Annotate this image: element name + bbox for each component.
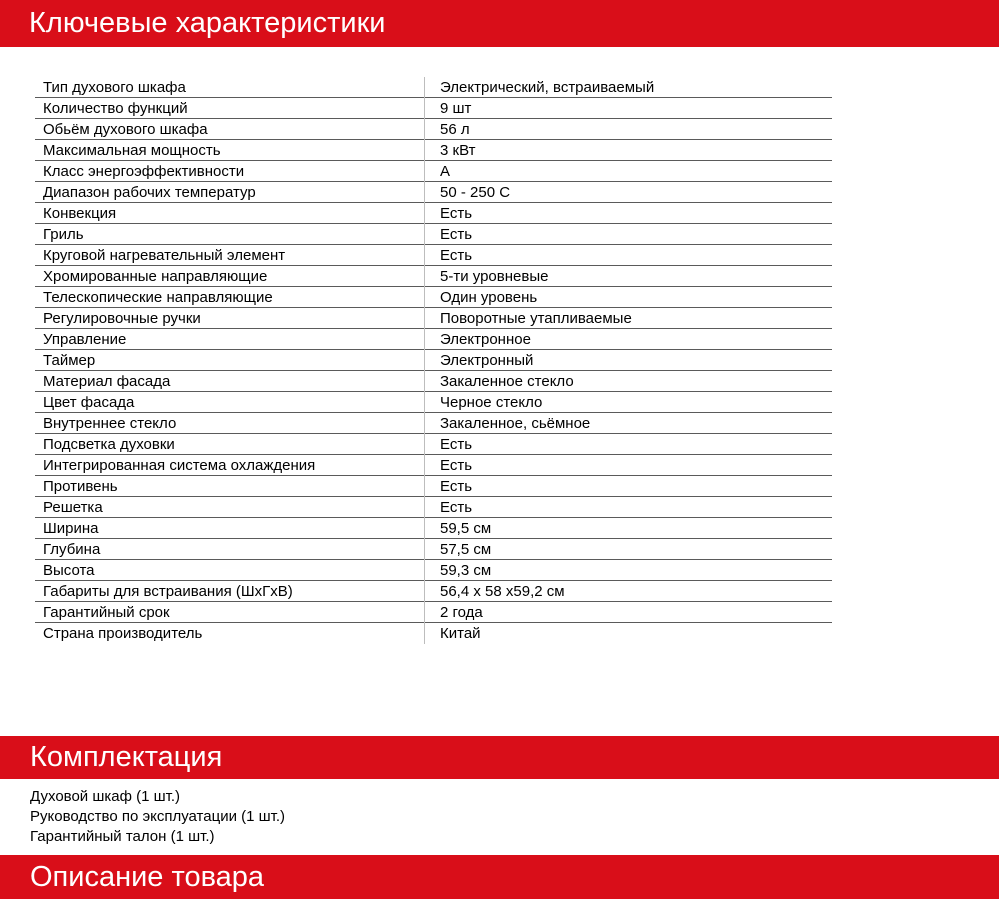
spec-label: Обьём духового шкафа — [43, 121, 208, 138]
spec-label: Страна производитель — [43, 625, 203, 642]
spec-value: 9 шт — [440, 100, 472, 117]
spec-label: Максимальная мощность — [43, 142, 221, 159]
spec-label: Высота — [43, 562, 95, 579]
spec-row — [35, 371, 832, 392]
spec-row — [35, 287, 832, 308]
column-divider — [424, 392, 425, 413]
column-divider — [424, 434, 425, 455]
column-divider — [424, 119, 425, 140]
spec-label: Материал фасада — [43, 373, 171, 390]
column-divider — [424, 308, 425, 329]
column-divider — [424, 476, 425, 497]
spec-value: 2 года — [440, 604, 483, 621]
column-divider — [424, 518, 425, 539]
spec-label: Регулировочные ручки — [43, 310, 201, 327]
spec-row — [35, 98, 832, 119]
spec-value: 3 кВт — [440, 142, 476, 159]
spec-row — [35, 224, 832, 245]
spec-label: Хромированные направляющие — [43, 268, 268, 285]
spec-row — [35, 245, 832, 266]
spec-value: Есть — [440, 436, 473, 453]
specs-section-header — [0, 0, 999, 47]
spec-label: Класс энергоэффективности — [43, 163, 245, 180]
kit-item: Духовой шкаф (1 шт.) — [30, 788, 181, 805]
column-divider — [424, 371, 425, 392]
spec-value: 57,5 см — [440, 541, 492, 558]
column-divider — [424, 140, 425, 161]
column-divider — [424, 581, 425, 602]
spec-label: Диапазон рабочих температур — [43, 184, 256, 201]
specs-section-title: Ключевые характеристики — [29, 7, 386, 39]
spec-value: Есть — [440, 499, 473, 516]
spec-row — [35, 455, 832, 476]
description-section-title: Описание товара — [30, 861, 265, 893]
kit-item: Руководство по эксплуатации (1 шт.) — [30, 808, 286, 825]
spec-row — [35, 329, 832, 350]
spec-label: Противень — [43, 478, 118, 495]
column-divider — [424, 560, 425, 581]
spec-row — [35, 581, 832, 602]
column-divider — [424, 77, 425, 98]
spec-value: Есть — [440, 247, 473, 264]
spec-label: Решетка — [43, 499, 103, 516]
spec-row — [35, 203, 832, 224]
spec-label: Подсветка духовки — [43, 436, 175, 453]
column-divider — [424, 98, 425, 119]
column-divider — [424, 413, 425, 434]
kit-section-header — [0, 736, 999, 779]
spec-row — [35, 140, 832, 161]
spec-label: Конвекция — [43, 205, 117, 222]
column-divider — [424, 245, 425, 266]
spec-value: Электронное — [440, 331, 531, 348]
spec-label: Тип духового шкафа — [43, 79, 186, 96]
spec-value: Один уровень — [440, 289, 538, 306]
spec-row — [35, 77, 832, 98]
spec-row — [35, 560, 832, 581]
kit-section-title: Комплектация — [30, 741, 223, 773]
spec-value: Есть — [440, 226, 473, 243]
column-divider — [424, 203, 425, 224]
spec-row — [35, 497, 832, 518]
spec-label: Внутреннее стекло — [43, 415, 177, 432]
spec-row — [35, 350, 832, 371]
spec-row — [35, 308, 832, 329]
spec-value: Закаленное стекло — [440, 373, 574, 390]
spec-label: Количество функций — [43, 100, 188, 117]
spec-row — [35, 602, 832, 623]
spec-row — [35, 413, 832, 434]
spec-label: Гриль — [43, 226, 84, 243]
spec-row — [35, 182, 832, 203]
spec-row — [35, 518, 832, 539]
spec-label: Габариты для встраивания (ШхГхВ) — [43, 583, 293, 600]
spec-row — [35, 476, 832, 497]
specs-table — [35, 77, 832, 644]
column-divider — [424, 497, 425, 518]
spec-value: А — [440, 163, 451, 180]
spec-label: Круговой нагревательный элемент — [43, 247, 286, 264]
spec-value: 50 - 250 С — [440, 184, 511, 201]
spec-row — [35, 161, 832, 182]
spec-label: Интегрированная система охлаждения — [43, 457, 316, 474]
spec-value: Черное стекло — [440, 394, 543, 411]
spec-row — [35, 392, 832, 413]
spec-row — [35, 266, 832, 287]
spec-value: 56,4 х 58 х59,2 см — [440, 583, 565, 600]
spec-value: 59,5 см — [440, 520, 492, 537]
spec-label: Управление — [43, 331, 127, 348]
spec-value: Закаленное, сьёмное — [440, 415, 591, 432]
spec-row — [35, 119, 832, 140]
column-divider — [424, 266, 425, 287]
spec-value: Китай — [440, 625, 481, 642]
spec-label: Цвет фасада — [43, 394, 135, 411]
column-divider — [424, 602, 425, 623]
spec-value: Электрический, встраиваемый — [440, 79, 655, 96]
spec-value: 5-ти уровневые — [440, 268, 549, 285]
column-divider — [424, 287, 425, 308]
column-divider — [424, 224, 425, 245]
spec-value: Поворотные утапливаемые — [440, 310, 632, 327]
spec-label: Гарантийный срок — [43, 604, 170, 621]
spec-row — [35, 539, 832, 560]
spec-value: 59,3 см — [440, 562, 492, 579]
column-divider — [424, 623, 425, 644]
spec-row — [35, 623, 832, 644]
column-divider — [424, 329, 425, 350]
kit-item: Гарантийный талон (1 шт.) — [30, 828, 215, 845]
column-divider — [424, 161, 425, 182]
spec-label: Глубина — [43, 541, 101, 558]
kit-list — [30, 787, 285, 847]
column-divider — [424, 455, 425, 476]
description-section-header — [0, 855, 999, 899]
column-divider — [424, 182, 425, 203]
column-divider — [424, 539, 425, 560]
spec-row — [35, 434, 832, 455]
spec-label: Ширина — [43, 520, 99, 537]
spec-label: Телескопические направляющие — [43, 289, 273, 306]
spec-label: Таймер — [43, 352, 96, 369]
spec-value: Электронный — [440, 352, 534, 369]
spec-value: Есть — [440, 205, 473, 222]
spec-value: 56 л — [440, 121, 470, 138]
column-divider — [424, 350, 425, 371]
spec-value: Есть — [440, 457, 473, 474]
spec-value: Есть — [440, 478, 473, 495]
